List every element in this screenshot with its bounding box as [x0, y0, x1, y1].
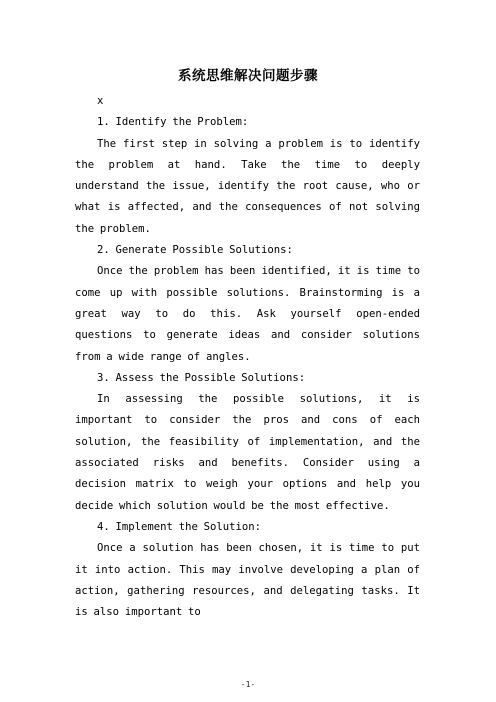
step-2-text: Once the problem has been identified, it is time to come up with possible solutions. Brainstorming is a great way to do this. Ask yourself open-ended questions to generate ideas and consider solutions from a wide range of angles. [75, 265, 420, 363]
step-1-text: The first step in solving a problem is to identify the problem at hand. Take the time to deeply understand the issue, identify the root cause, who or what is affected, and the consequences of not solving the problem. [75, 137, 420, 235]
paragraph-marker: x [97, 95, 104, 107]
step-3-heading: 3. Assess the Possible Solutions: [97, 371, 306, 384]
page-number: -1- [240, 680, 256, 689]
step-4-text: Once a solution has been chosen, it is time to put it into action. This may involve developing a plan of action, gathering resources, and delegating tasks. It is also important to [75, 542, 420, 619]
step-2-heading: 2. Generate Possible Solutions: [97, 244, 293, 257]
step-1-heading: 1. Identify the Problem: [97, 116, 249, 129]
step-4-heading: 4. Implement the Solution: [97, 520, 262, 533]
step-3-text: In assessing the possible solutions, it is important to consider the pros and cons of each solution, the feasibility of implementation, and the associated risks and benefits. Consider using a decision matrix to weigh your options and help you decide which solution would be the most effective. [75, 393, 420, 512]
document-title: 系统思维解决问题步骤 [178, 68, 318, 84]
document-body [75, 91, 420, 623]
